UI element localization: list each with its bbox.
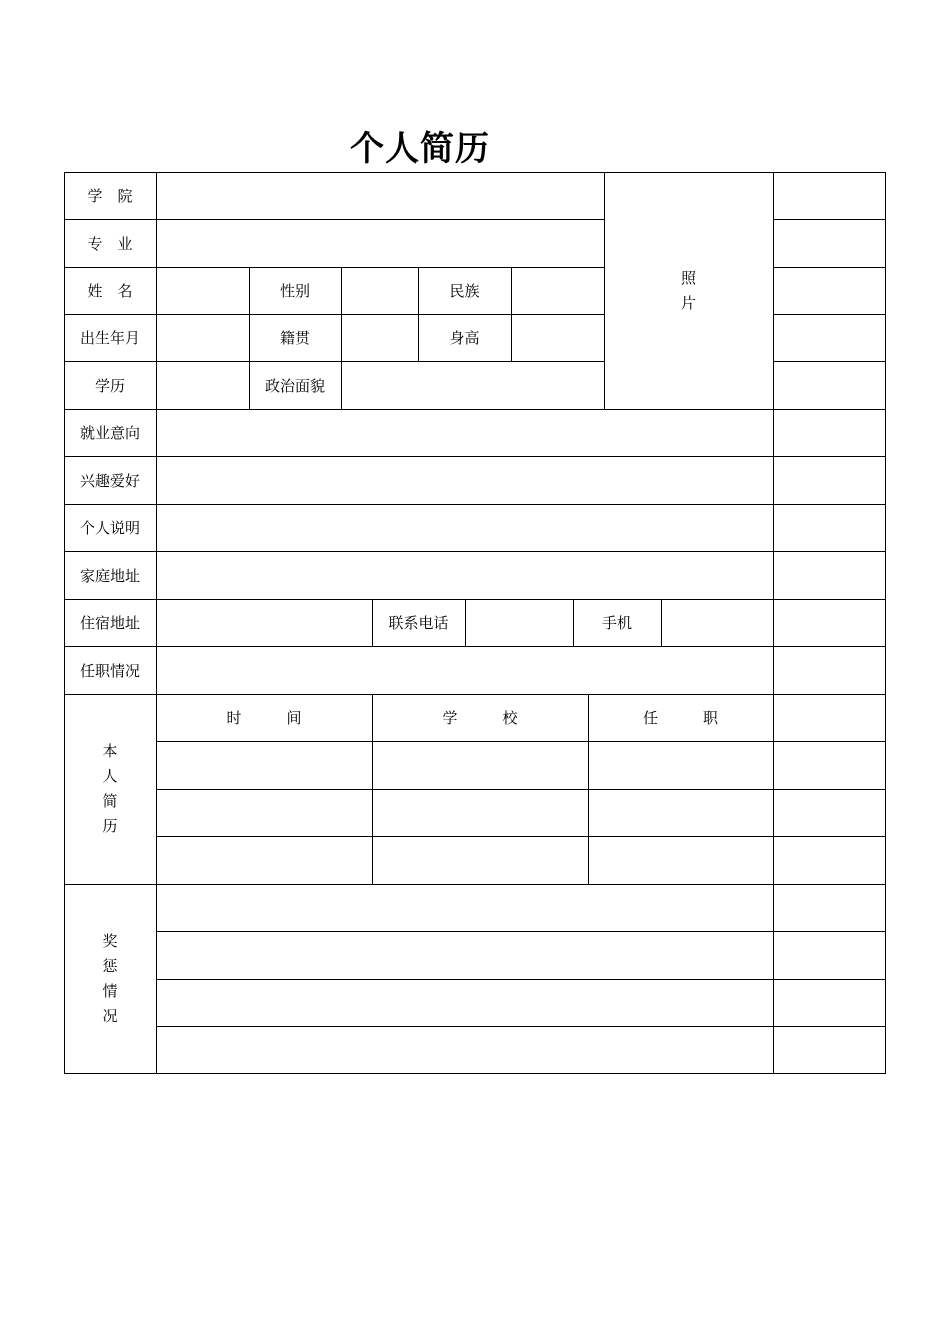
table-rule-horizontal — [774, 361, 886, 362]
education-label: 学历 — [94, 376, 125, 395]
table-rule-vertical — [773, 172, 774, 1074]
birth-label: 出生年月 — [79, 329, 140, 347]
table-rule-horizontal — [156, 836, 886, 837]
table-rule-horizontal — [774, 314, 886, 315]
table-rule-horizontal — [774, 267, 886, 268]
positions-field[interactable] — [157, 647, 772, 693]
political-status-label: 政治面貌 — [264, 376, 325, 395]
table-rule-horizontal — [156, 931, 886, 932]
native-place-label: 籍贯 — [279, 329, 310, 347]
awards-label-char: 惩 — [102, 956, 118, 975]
major-label: 专 业 — [87, 234, 133, 253]
contact-phone-field[interactable] — [466, 600, 572, 645]
contact-phone-label: 联系电话 — [388, 614, 449, 632]
awards-label-char: 况 — [102, 1006, 118, 1025]
personal-statement-field[interactable] — [157, 505, 772, 550]
major-field[interactable] — [157, 220, 603, 266]
dorm-address-field[interactable] — [157, 600, 371, 645]
name-field[interactable] — [157, 268, 248, 313]
college-label: 学 院 — [87, 187, 133, 205]
positions-label: 任职情况 — [79, 661, 140, 680]
photo-label-line1: 照 — [680, 268, 696, 287]
job-intention-field[interactable] — [157, 410, 772, 455]
resume-header-position: 任 职 — [642, 709, 718, 727]
table-rule-horizontal — [64, 884, 886, 885]
resume-label-char: 人 — [102, 767, 118, 785]
ethnicity-field[interactable] — [512, 268, 603, 313]
name-label: 姓 名 — [87, 282, 133, 300]
table-rule-horizontal — [774, 219, 886, 220]
college-field[interactable] — [157, 173, 603, 218]
table-rule-vertical — [885, 172, 886, 1074]
ethnicity-label: 民族 — [449, 282, 480, 300]
resume-section-label — [64, 694, 156, 884]
page-title: 个人简历 — [350, 129, 490, 169]
mobile-label: 手机 — [601, 614, 632, 632]
native-place-field[interactable] — [342, 315, 417, 360]
home-address-field[interactable] — [157, 552, 772, 598]
gender-label: 性别 — [279, 282, 310, 300]
photo-area[interactable] — [604, 172, 773, 409]
table-rule-horizontal — [156, 979, 886, 980]
awards-label-char: 情 — [102, 981, 118, 1000]
table-rule-horizontal — [156, 789, 886, 790]
hobbies-field[interactable] — [157, 457, 772, 503]
height-field[interactable] — [512, 315, 603, 360]
resume-header-time: 时 间 — [226, 709, 302, 727]
table-rule-horizontal — [64, 1073, 886, 1074]
resume-label-char: 历 — [102, 817, 118, 835]
resume-label-char: 简 — [102, 792, 118, 810]
education-field[interactable] — [157, 362, 248, 408]
personal-statement-label: 个人说明 — [79, 519, 140, 537]
political-status-field[interactable] — [342, 362, 603, 408]
awards-label-char: 奖 — [102, 931, 118, 950]
resume-label-char: 本 — [102, 742, 118, 760]
job-intention-label: 就业意向 — [79, 424, 140, 442]
awards-section-label — [64, 884, 156, 1073]
dorm-address-label: 住宿地址 — [79, 614, 140, 632]
birth-field[interactable] — [157, 315, 248, 360]
mobile-field[interactable] — [662, 600, 772, 645]
table-rule-horizontal — [156, 741, 886, 742]
gender-field[interactable] — [342, 268, 417, 313]
table-rule-horizontal — [156, 1026, 886, 1027]
resume-header-school: 学 校 — [442, 709, 518, 727]
hobbies-label: 兴趣爱好 — [79, 471, 140, 490]
home-address-label: 家庭地址 — [79, 566, 140, 585]
photo-label-line2: 片 — [680, 293, 696, 312]
height-label: 身高 — [449, 329, 480, 347]
